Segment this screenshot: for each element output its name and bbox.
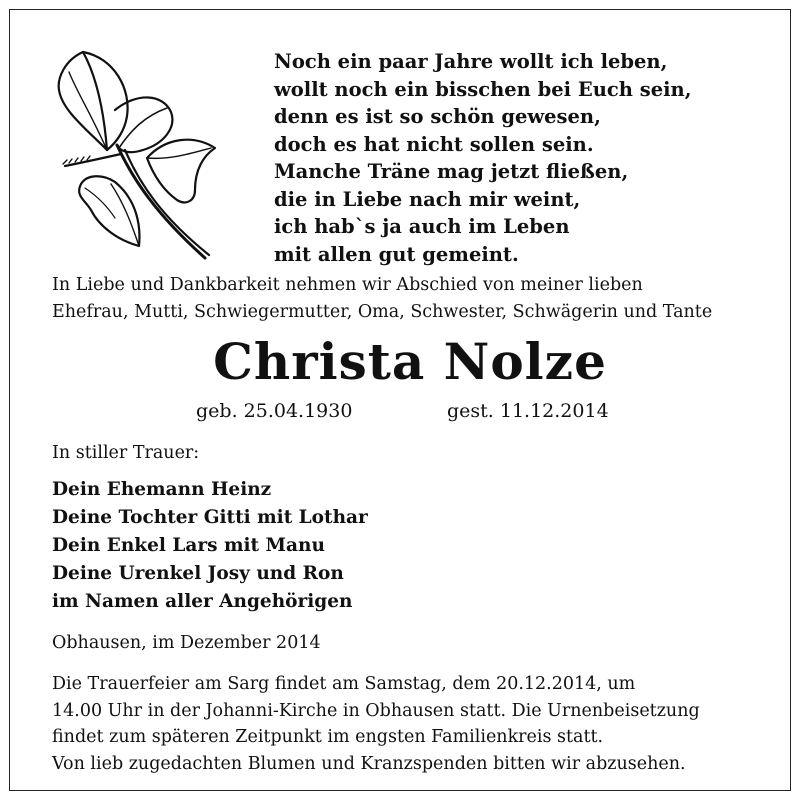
intro-line: Ehefrau, Mutti, Schwiegermutter, Oma, Schwester, Schwägerin und Tante xyxy=(52,302,713,322)
family-member: Dein Enkel Lars mit Manu xyxy=(52,535,325,556)
poem-line: wollt noch ein bisschen bei Euch sein, xyxy=(274,77,692,101)
family-list xyxy=(52,476,368,616)
poem-line: doch es hat nicht sollen sein. xyxy=(274,132,594,156)
farewell-intro xyxy=(52,272,712,326)
birth-date: geb. 25.04.1930 xyxy=(196,400,353,422)
poem-line: die in Liebe nach mir weint, xyxy=(274,187,581,211)
poem-line: ich hab`s ja auch im Leben xyxy=(274,215,570,238)
family-member: Deine Tochter Gitti mit Lothar xyxy=(52,507,368,528)
poem-line: Manche Träne mag jetzt fließen, xyxy=(274,160,629,183)
poem xyxy=(274,48,692,268)
poem-line: Noch ein paar Jahre wollt ich leben, xyxy=(274,50,668,73)
family-member: Deine Urenkel Josy und Ron xyxy=(52,563,344,584)
calla-lily-icon xyxy=(45,50,225,265)
intro-line: In Liebe und Dankbarkeit nehmen wir Abschied von meiner lieben xyxy=(52,275,643,295)
notice-line: Von lieb zugedachten Blumen und Kranzspenden bitten wir abzusehen. xyxy=(52,753,686,774)
poem-line: mit allen gut gemeint. xyxy=(274,242,519,266)
notice-line: 14.00 Uhr in der Johanni-Kirche in Obhausen statt. Die Urnenbeisetzung xyxy=(52,700,700,721)
death-date: gest. 11.12.2014 xyxy=(447,400,609,422)
obituary-notice xyxy=(9,9,791,791)
poem-line: denn es ist so schön gewesen, xyxy=(274,105,601,128)
mourning-heading: In stiller Trauer: xyxy=(52,443,200,463)
notice-line: Die Trauerfeier am Sarg findet am Samstag, dem 20.12.2014, um xyxy=(52,674,636,694)
family-member: im Namen aller Angehörigen xyxy=(52,591,353,612)
notice-line: findet zum späteren Zeitpunkt im engsten Familienkreis statt. xyxy=(52,727,604,747)
deceased-name: Christa Nolze xyxy=(213,332,607,391)
funeral-notice xyxy=(52,671,700,777)
place-date: Obhausen, im Dezember 2014 xyxy=(52,633,321,653)
family-member: Dein Ehemann Heinz xyxy=(52,479,272,500)
